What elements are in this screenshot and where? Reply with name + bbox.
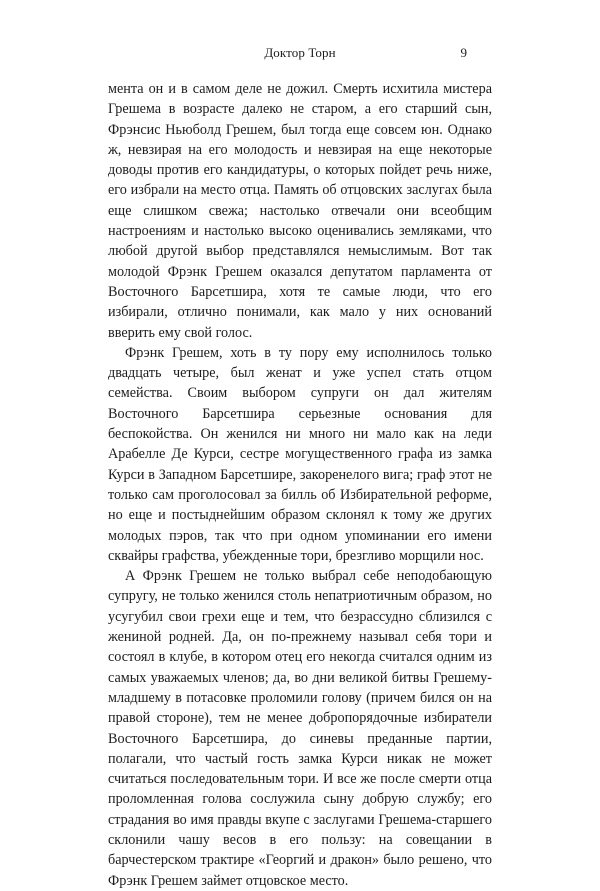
paragraph-1: мента он и в самом деле не дожил. Смерть исхитила мистера Грешема в возрасте далеко не старом, а его старший сын, Фрэнсис Ньюболд Грешем, был тогда еще совсем юн. Однако ж, невзирая на его молодость и невзирая на еще некоторые доводы против его кандидатуры, о которых пойдет речь ниже, его избрали на место отца. Память об отцовских заслугах была еще слишком свежа; настолько отвечали они всеобщим настроениям и настолько высоко оценивались земляками, что любой другой выбор представлялся немыслимым. Вот так молодой Фрэнк Грешем оказался депутатом парламента от Восточного Барсетшира, хотя те самые люди, что его избирали, отлично понимали, как мало у них оснований вверить ему свой голос. <box>108 81 492 341</box>
paragraph-2: Фрэнк Грешем, хоть в ту пору ему исполнилось только двадцать четыре, был женат и уже успел стать отцом семейства. Своим выбором супруги он дал жителям Восточного Барсетшира серьезные основания для беспокойства. Он женился ни много ни мало как на леди Арабелле Де Курси, сестре могущественного графа из замка Курси в Западном Барсетшире, закоренелого вига; граф этот не только сам проголосовал за билль об Избирательной реформе, но еще и постыднейшим образом склонял к тому же других молодых пэров, так что при одном упоминании его имени сквайры графства, убежденные тори, брезгливо морщили нос. <box>108 344 492 564</box>
running-head <box>0 45 600 65</box>
paragraph-3: А Фрэнк Грешем не только выбрал себе неподобающую супругу, не только женился столь непатриотичным образом, но усугубил свои грехи еще и тем, что безрассудно сблизился с жениной родней. Да, он по-прежнему называл себя тори и состоял в клубе, в котором отец его некогда считался одним из самых уважаемых членов; да, во дни великой битвы Грешему-младшему в потасовке проломили голову (причем бился он на правой стороне), тем не менее добропорядочные избиратели Восточного Барсетшира, до синевы преданные партии, полагали, что частый гость замка Курси никак не может считаться последовательным тори. И все же после смерти отца проломленная голова сослужила сыну добрую службу; его страдания во имя правды вкупе с заслугами Грешема-старшего склонили чашу весов в его пользу: на совещании в барчестерском трактире «Георгий и дракон» было решено, что Фрэнк Грешем займет отцовское место. <box>108 568 492 889</box>
text-body <box>108 79 492 891</box>
page-number: 9 <box>460 45 467 60</box>
running-title: Доктор Торн <box>264 45 336 60</box>
